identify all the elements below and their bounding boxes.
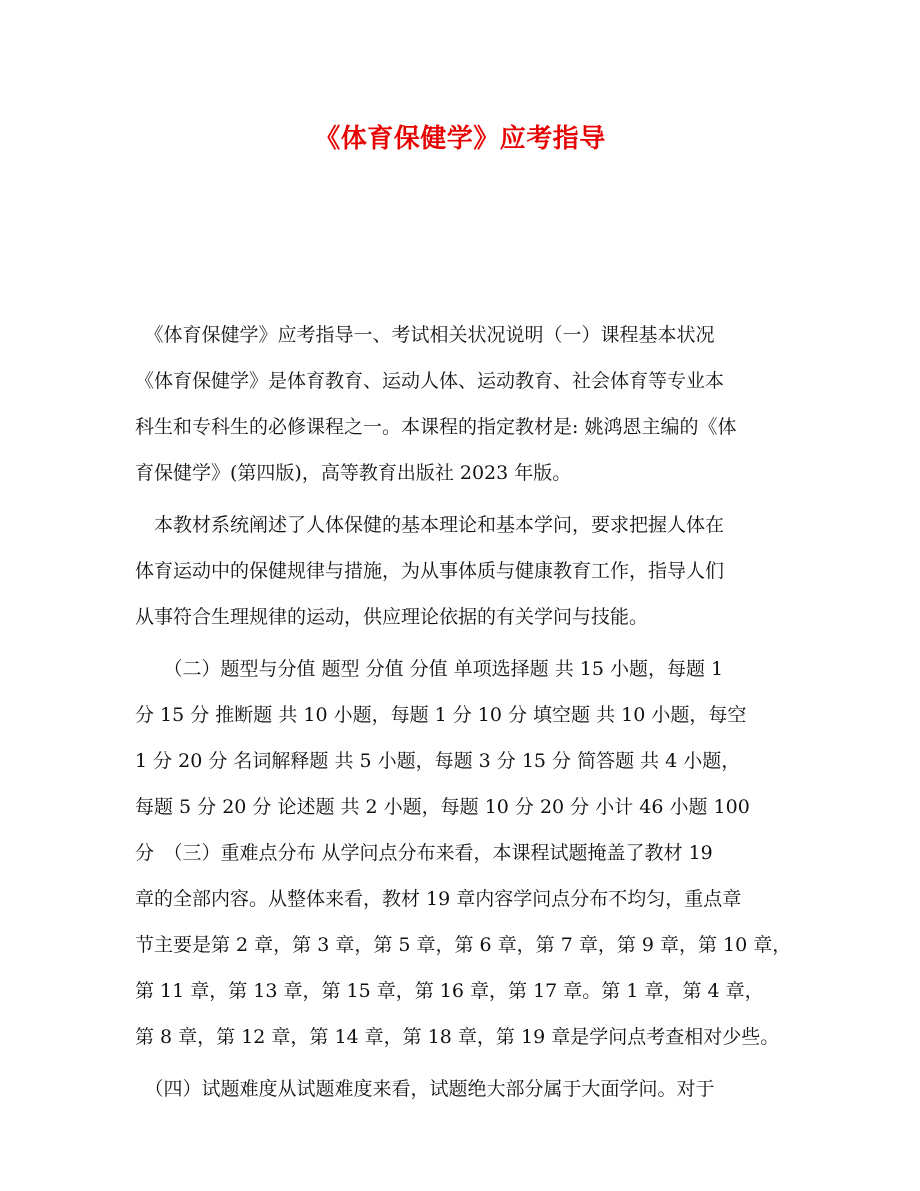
body-line: 第 8 章，第 12 章，第 14 章，第 18 章，第 19 章是学问点考查相对少些。 bbox=[135, 1026, 780, 1048]
body-line: 第 11 章，第 13 章，第 15 章，第 16 章，第 17 章。第 1 章，第 4 章， bbox=[135, 980, 764, 1002]
body-line: （四）试题难度从试题难度来看，试题绝大部分属于大面学问。对于 bbox=[135, 1078, 715, 1100]
body-line: （二）题型与分值 题型 分值 分值 单项选择题 共 15 小题，每题 1 bbox=[135, 658, 724, 680]
body-line: 每题 5 分 20 分 论述题 共 2 小题，每题 10 分 20 分 小计 46 小题 100 bbox=[135, 796, 750, 818]
body-line: 分 （三）重难点分布 从学问点分布来看，本课程试题掩盖了教材 19 bbox=[135, 842, 713, 864]
body-line: 分 15 分 推断题 共 10 小题，每题 1 分 10 分 填空题 共 10 小题，每空 bbox=[135, 704, 747, 726]
body-line: 从事符合生理规律的运动，供应理论依据的有关学问与技能。 bbox=[135, 606, 649, 628]
body-line: 1 分 20 分 名词解释题 共 5 小题，每题 3 分 15 分 简答题 共 4 小题， bbox=[135, 750, 741, 772]
document-title: 《体育保健学》应考指导 bbox=[314, 124, 606, 154]
body-line: 《体育保健学》应考指导一、考试相关状况说明（一）课程基本状况 bbox=[135, 324, 715, 346]
body-line: 章的全部内容。从整体来看，教材 19 章内容学问点分布不均匀，重点章 bbox=[135, 888, 742, 910]
body-line: 本教材系统阐述了人体保健的基本理论和基本学问，要求把握人体在 bbox=[135, 514, 725, 536]
body-line: 体育运动中的保健规律与措施，为从事体质与健康教育工作，指导人们 bbox=[135, 560, 725, 582]
body-line: 节主要是第 2 章，第 3 章，第 5 章，第 6 章，第 7 章，第 9 章，第 10 章， bbox=[135, 934, 792, 956]
document-body bbox=[135, 322, 795, 1122]
body-line: 科生和专科生的必修课程之一。本课程的指定教材是: 姚鸿恩主编的《体 bbox=[135, 416, 737, 438]
body-line: 《体育保健学》是体育教育、运动人体、运动教育、社会体育等专业本 bbox=[135, 370, 725, 392]
body-line: 育保健学》(第四版)，高等教育出版社 2023 年版。 bbox=[135, 462, 572, 484]
